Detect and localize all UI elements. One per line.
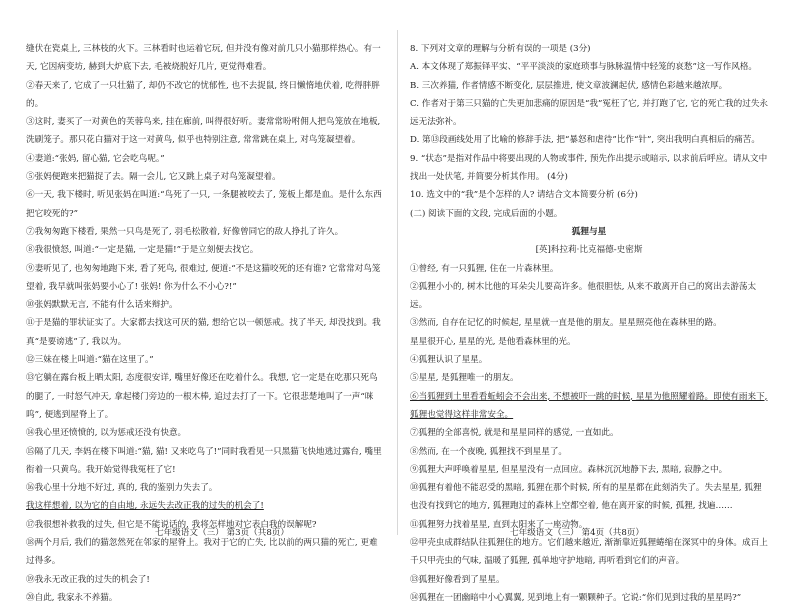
paragraph: ⑩狐狸有着他不能忍受的黑暗, 狐狸在那个时候, 所有的星星都在此刻消失了。失去星星, 狐狸也没有找到它的地方, 狐狸跑过的森林上空都空着, 他在离开家的时候, 孤狸, 找遍…… — [410, 483, 762, 512]
paragraph: ⑫三妹在楼上叫道:“猫在这里了。” — [26, 355, 154, 366]
paragraph: ⑤张妈便跑来把猫捉了去。隔一会儿, 它又跳上桌子对鸟笼凝望着。 — [26, 172, 281, 183]
paragraph: A. 本文体现了郑振铎平实、“平平淡淡的家庭琐事与脉脉温情中轻笼的哀愁”这一写作风格。 — [410, 62, 758, 73]
paragraph: ⑰我很想补救我的过失, 但它是不能说话的, 我将怎样地对它表白我的误解呢? — [26, 519, 317, 530]
paragraph: ⑫甲壳虫成群结队往狐狸住的地方。它们越来越近, 渐渐靠近狐狸蜷缩在深冥中的身体。成百上千只甲壳虫的气味, 温暖了狐狸, 孤单地守护地暗, 再听看到它们的声音。 — [410, 538, 768, 567]
paragraph: 缝伏在瓷桌上, 三林枝的火下。三林看时也运着它玩, 但并没有像对前几只小猫那样热心。有一 — [26, 44, 381, 54]
right-page — [410, 40, 768, 607]
right-footer: 七年级语文（三） 第4页（共8页） — [510, 528, 644, 538]
paragraph: ⑱两个月后, 我们的猫忽然死在邻家的屋脊上。我对于它的亡失, 比以前的两只猫的死亡, 更难过得多。 — [26, 538, 378, 567]
paragraph: C. 作者对于第三只猫的亡失更加悲痛的原因是“我”冤枉了它, 并打跑了它, 它的死亡我的过失永远无法弥补。 — [410, 98, 769, 128]
paragraph: ⑭我心里还愤愤的, 以为惩戒还没有快意。 — [26, 428, 187, 439]
paragraph: ⑬它躺在露台板上晒太阳, 态度很安详, 嘴里好像还在吃着什么。我想, 它一定是在吃那只死鸟的腿了, 一时怒气冲天, 拿起楼门旁边的一根木棒, 追过去打了一下。它很悲楚地叫了一声“咪呜”, 便逃到屋脊上了。 — [26, 373, 378, 420]
paragraph: ⑤星星, 是狐狸唯一的朋友。 — [410, 373, 519, 384]
paragraph: ④妻道:“张妈, 留心猫, 它会吃鸟呢。” — [26, 153, 165, 164]
paragraph: ⑭狐狸在一团幽暗中小心翼翼, 见到地上有一颗颗种子。它说:“你们见到过我的星星吗?” — [410, 592, 742, 603]
paragraph: ⑲我永无改正我的过失的机会了! — [26, 574, 150, 585]
passage-title: 狐狸与星 — [571, 226, 607, 237]
paragraph: 8. 下列对文章的理解与分析有误的一项是 (3分) — [410, 44, 591, 54]
paragraph: D. 第⑬段画线处用了比喻的修辞手法, 把“暴怒和虐待”比作“针”, 突出我明白真相后的痛苦。 — [410, 135, 760, 146]
paragraph: 星星很开心, 星星的光, 是他看森林里的光。 — [410, 336, 576, 347]
paragraph: ④狐狸认识了星星。 — [410, 355, 488, 366]
paragraph: ⑦我匆匆跑下楼看, 果然一只鸟是死了, 羽毛松散着, 好像曾同它的敌人挣扎了许久。 — [26, 226, 344, 237]
paragraph: 9. “状态”是指对作品中将要出现的人物或事件, 预先作出提示或暗示, 以求前后呼应。请从文中找出一处伏笔, 并简要分析其作用。 (4分) — [410, 153, 768, 183]
paragraph: ⑥当狐狸到土里看看蚯蚓会不会出来, 不想被吓一跳的时候, 星星为他照耀着路。即使有雨来下, 狐狸也觉得这样非常安全。 — [410, 391, 768, 420]
paragraph: ⑪于是猫的罪状证实了。大家都去找这可厌的猫, 想给它以一顿惩戒。找了半天, 却没找到。我真“是要谤逃”了, 我以为。 — [26, 318, 381, 347]
paragraph: ⑧然而, 在一个夜晚, 狐狸找不到星星了。 — [410, 446, 568, 457]
paragraph: ⑥一天, 我下楼时, 听见张妈在叫道:“鸟死了一只, 一条腿被咬去了, 笼板上都是血。是什么东西把它咬死的?” — [26, 190, 382, 219]
paragraph: ⑨妻听见了, 也匆匆地跑下来, 看了死鸟, 很难过, 便道:“不是这猫咬死的还有谁? 它常常对鸟笼望着, 我早就叫张妈要小心了! 张妈! 你为什么不小心?!” — [26, 263, 381, 292]
paragraph: 10. 选文中的“我”是个怎样的人? 请结合文本简要分析 (6分) — [410, 190, 638, 201]
paragraph: ⑧我很愤怒, 叫道:“一定是猫, 一定是猫!”于是立刻便去找它。 — [26, 245, 259, 256]
passage-author: [英]科拉莉·比克福德-史密斯 — [535, 245, 643, 256]
paragraph: ⑦狐狸的全部喜悦, 就是和星星同样的感觉, 一直如此。 — [410, 428, 619, 439]
paragraph: ⑮隔了几天, 李妈在楼下叫道:“猫, 猫! 又来吃鸟了!”同时我看见一只黑猫飞快地逃过露台, 嘴里衔着一只黄鸟。我开始觉得我冤枉了它! — [26, 446, 382, 475]
paragraph: ②春天来了, 它成了一只壮猫了, 却仍不改它的忧郁性, 也不去捉鼠, 终日懒惰地伏着, 吃得胖胖的。 — [26, 80, 380, 109]
paragraph: (二) 阅读下面的文段, 完成后面的小题。 — [410, 208, 563, 219]
paragraph: 天, 它因病变坊, 赫到大炉底下去, 毛被烧脱好几片, 更觉得难看。 — [26, 62, 272, 73]
paragraph: ⑳自此, 我家永不养猫。 — [26, 592, 118, 603]
left-footer: 七年级语文（三） 第3页（共8页） — [155, 528, 289, 538]
page-divider — [397, 30, 398, 535]
paragraph: ⑪狐狸努力找着星星, 直到太阳来了一座动物。 — [410, 519, 588, 530]
paragraph: ⑩张妈默默无言, 不能有什么话来辩护。 — [26, 300, 178, 311]
paragraph: ①曾经, 有一只狐狸, 住在一片森林里。 — [410, 263, 559, 274]
left-page — [26, 40, 384, 607]
paragraph: ⑨狐狸大声呼唤着星星, 但星星没有一点回应。森林沉沉地静下去, 黑暗, 寂静之中。 — [410, 464, 728, 475]
paragraph: ⑯我心里十分地不好过, 真的, 我的鉴别力失去了。 — [26, 483, 218, 494]
paragraph: ⑬狐狸好像看到了星星。 — [410, 574, 505, 585]
paragraph: ③这时, 妻买了一对黄色的芙蓉鸟来, 挂在廊前, 叫得很好听。妻常常吩咐佣人把鸟笼放在地板, 洗刷笼子。那只花白猫对于这一对黄鸟, 似乎也特别注意, 常常跳在桌上, 对鸟笼凝望着。 — [26, 117, 381, 146]
paragraph: ②狐狸小小的, 树木比他的耳朵尖儿要高许多。他很胆怯, 从来不敢离开自己的窝出去游荡太远。 — [410, 281, 757, 311]
paragraph: B. 三次养猫, 作者情感不断变化, 层层推进, 使文章波澜起伏, 感情色彩越来越浓厚。 — [410, 80, 728, 91]
paragraph: ③然而, 自存在记忆的时候起, 星星就一直是他的朋友。星星照亮他在森林里的路。 — [410, 318, 722, 329]
paragraph: 我这样想着, 以为它的自由地, 永远失去改正我的过失的机会了! — [26, 501, 264, 512]
